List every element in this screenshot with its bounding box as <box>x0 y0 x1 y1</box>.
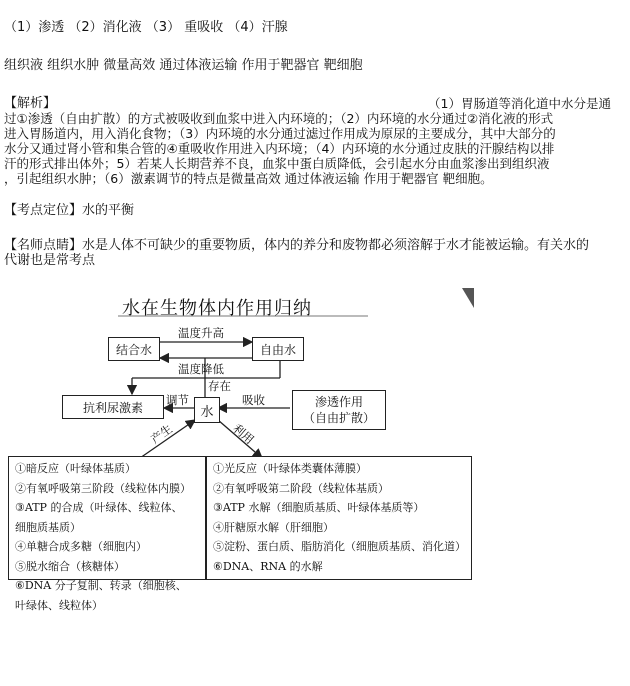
produce-list-box <box>8 456 206 612</box>
analysis-line: 过①渗透（自由扩散）的方式被吸收到血浆中进入内环境的；（2）内环境的水分通过②消化液的形式 <box>4 111 554 126</box>
absorb-label: 吸收 <box>242 393 265 407</box>
kaodian-row <box>4 203 624 218</box>
temp-down-label: 温度降低 <box>178 362 224 376</box>
produce-list-item: ④单糖合成多糖（细胞内） <box>15 540 147 553</box>
produce-list-item: ⑤脱水缩合（核糖体） <box>15 559 125 573</box>
analysis-paragraph <box>4 96 624 186</box>
analysis-line: ，引起组织水肿；（6）激素调节的特点是微量高效 通过体液运输 作用于靶器官 靶细胞。 <box>4 171 493 186</box>
use-list-box <box>206 456 472 580</box>
osmosis-sublabel: （自由扩散） <box>302 411 375 425</box>
corner-decoration <box>462 288 474 308</box>
osmosis-label: 渗透作用 <box>314 395 363 409</box>
diagram-title: 水在生物体内作用归纳 <box>122 298 312 319</box>
kaodian-text: 水的平衡 <box>82 203 135 218</box>
analysis-line: 水分又通过肾小管和集合管的④重吸收作用进入内环境；（4）内环境的水分通过皮肤的汗腺结构以排 <box>4 141 555 156</box>
bound-water-box: 结合水 <box>108 337 160 361</box>
produce-list-item: ①暗反应（叶绿体基质） <box>15 462 136 475</box>
regulate-label: 调节 <box>166 393 189 407</box>
kaodian-heading: 【考点定位】 <box>4 203 83 218</box>
analysis-line: 进入胃肠道内，用入消化食物；（3）内环境的水分通过滤过作用成为原尿的主要成分，其中大部分的 <box>4 126 556 141</box>
mingshi-text: 水是人体不可缺少的重要物质，体内的养分和废物都必须溶解于水才能被运输。有关水的 <box>82 238 590 253</box>
use-list-item: ③ATP 水解（细胞质基质、叶绿体基质等） <box>213 501 425 514</box>
use-list-item: ①光反应（叶绿体类囊体薄膜） <box>213 462 367 475</box>
use-list-item: ④肝糖原水解（肝细胞） <box>213 520 334 534</box>
produce-list-item: ②有氧呼吸第三阶段（线粒体内膜） <box>15 481 191 495</box>
use-list-item: ②有氧呼吸第二阶段（线粒体基质） <box>213 481 389 495</box>
produce-list-item: 叶绿体、线粒体） <box>15 598 103 612</box>
use-list-item: ⑤淀粉、蛋白质、脂肪消化（细胞质基质、消化道） <box>213 540 466 553</box>
exist-label: 存在 <box>208 379 231 393</box>
answer-line-1: （1）渗透 （2）消化液 （3） 重吸收 （4）汗腺 <box>4 20 288 35</box>
diagram <box>0 280 630 680</box>
adh-box: 抗利尿激素 <box>62 395 164 419</box>
produce-list-item: 细胞质基质） <box>15 520 81 534</box>
use-list-item: ⑥DNA、RNA 的水解 <box>213 559 323 573</box>
water-center-box: 水 <box>194 397 220 423</box>
free-water-box: 自由水 <box>252 337 304 361</box>
answer-line-2: 组织液 组织水肿 微量高效 通过体液运输 作用于靶器官 靶细胞 <box>4 58 363 73</box>
temp-up-label: 温度升高 <box>178 326 224 340</box>
analysis-heading: 【解析】 <box>4 96 57 111</box>
analysis-line: （1）胃肠道等消化道中水分是通 <box>428 96 611 111</box>
mingshi-heading: 【名师点睛】 <box>4 238 83 253</box>
analysis-line: 汗的形式排出体外；5）若某人长期营养不良，血浆中蛋白质降低，会引起水分由血浆渗出到组织液 <box>4 156 550 171</box>
osmosis-box <box>292 390 386 430</box>
use-label: 利用 <box>230 421 257 447</box>
produce-list-item: ③ATP 的合成（叶绿体、线粒体、 <box>15 501 183 514</box>
produce-label: 产生 <box>148 421 175 447</box>
mingshi-row <box>4 238 624 253</box>
produce-list-item: ⑥DNA 分子复制、转录（细胞核、 <box>15 579 187 592</box>
mingshi-line-2: 代谢也是常考点 <box>4 253 96 268</box>
